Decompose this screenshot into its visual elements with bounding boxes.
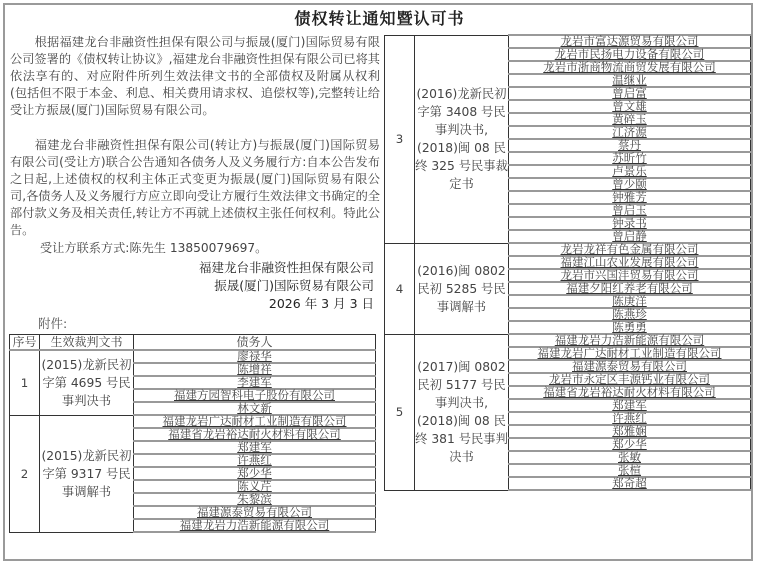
debtor-name: 郑少华 bbox=[134, 467, 376, 480]
judgment-document: (2017)闽 0802 民初 5177 号民事判决书,(2018)闽 08 民终 381 号民事判决书 bbox=[415, 334, 509, 490]
row-number: 5 bbox=[385, 334, 415, 490]
paragraph-text: 根据福建龙台非融资性担保有限公司与振晟(厦门)国际贸易有限公司签署的《债权转让协议》,福建龙台非融资性担保有限公司已将其依法享有的、对应附件所列生效法律文书的全部债权及附属从权利(包括但不限于本金、利息、相关费用请求权、追偿权等),完整转让给受让方振晟(厦门)国际贸易有限公司。 bbox=[10, 35, 380, 117]
debtor-name: 钟录书 bbox=[509, 217, 751, 230]
judgment-document: (2015)龙新民初字第 4695 号民事判决书 bbox=[40, 350, 134, 415]
debtor-name: 龙岩市富达源贸易有限公司 bbox=[509, 35, 751, 48]
debtor-name: 龙岩龙祥有色金属有限公司 bbox=[509, 243, 751, 256]
judgment-document: (2016)闽 0802 民初 5285 号民事调解书 bbox=[415, 243, 509, 334]
header-debtor: 债务人 bbox=[134, 335, 376, 351]
table-header-row bbox=[10, 335, 376, 351]
debtor-name: 蔡丹 bbox=[509, 139, 751, 152]
row-number: 3 bbox=[385, 35, 415, 243]
signature-transferor: 福建龙台非融资性担保有限公司 bbox=[198, 260, 374, 275]
debtor-name: 朱黎滨 bbox=[134, 493, 376, 506]
debtor-name: 曾少颐 bbox=[509, 178, 751, 191]
debtor-name: 龙岩市浙商物流商贸发展有限公司 bbox=[509, 61, 751, 74]
debtor-name: 福建龙岩力浩新能源有限公司 bbox=[134, 519, 376, 532]
row-number: 1 bbox=[10, 350, 40, 415]
signature-transferee: 振晟(厦门)国际贸易有限公司 bbox=[214, 278, 374, 293]
debtor-name: 龙岩市永定区丰源钙业有限公司 bbox=[509, 373, 751, 386]
debtor-name: 李建军 bbox=[134, 376, 376, 389]
debtor-name: 张敏 bbox=[509, 451, 751, 464]
debtor-name: 曾启静 bbox=[509, 230, 751, 243]
debtor-name: 福建源泰贸易有限公司 bbox=[509, 360, 751, 373]
debtor-name: 许燕红 bbox=[134, 454, 376, 467]
header-no: 序号 bbox=[10, 335, 40, 351]
header-document: 生效裁判文书 bbox=[40, 335, 134, 351]
debtor-name: 郑建军 bbox=[509, 399, 751, 412]
paragraph-notice bbox=[10, 137, 380, 239]
debtor-name: 张楦 bbox=[509, 464, 751, 477]
debt-table-right bbox=[384, 34, 751, 491]
debtor-name: 郑少华 bbox=[509, 438, 751, 451]
contact-info: 受让方联系方式:陈先生 13850079697。 bbox=[40, 241, 268, 255]
row-number: 2 bbox=[10, 415, 40, 532]
debtor-name: 福建江山农业发展有限公司 bbox=[509, 256, 751, 269]
debtor-name: 福建省龙岩裕达耐火材料有限公司 bbox=[509, 386, 751, 399]
paragraph-text: 福建龙台非融资性担保有限公司(转让方)与振晟(厦门)国际贸易有限公司(受让方)联合公告通知各债务人及义务履行方:自本公告发布之日起,上述债权的权利主体正式变更为振晟(厦门)国际贸易有限公司,各债务人及义务履行方应立即向受让方履行生效法律文书确定的全部付款义务及相关责任,转让方不再就上述债权主张任何权利。特此公告。 bbox=[10, 138, 380, 237]
debtor-name: 卢景乐 bbox=[509, 165, 751, 178]
debtor-name: 陈义芹 bbox=[134, 480, 376, 493]
table-row bbox=[10, 350, 376, 363]
debtor-name: 钟雅芳 bbox=[509, 191, 751, 204]
debtor-name: 曾文雄 bbox=[509, 100, 751, 113]
debtor-name: 福建龙岩力浩新能源有限公司 bbox=[509, 334, 751, 347]
debtor-name: 陈增祥 bbox=[134, 363, 376, 376]
debtor-name: 福建夕阳红养老有限公司 bbox=[509, 282, 751, 295]
debtor-name: 陈燕珍 bbox=[509, 308, 751, 321]
debtor-name: 苏昕竹 bbox=[509, 152, 751, 165]
debtor-name: 龙岩市兴国沣贸易有限公司 bbox=[509, 269, 751, 282]
debtor-name: 林文新 bbox=[134, 402, 376, 415]
annex-label: 附件: bbox=[38, 316, 68, 331]
debtor-name: 江济源 bbox=[509, 126, 751, 139]
debtor-name: 郑建军 bbox=[134, 441, 376, 454]
debtor-name: 郑雅娴 bbox=[509, 425, 751, 438]
debtor-name: 曾启富 bbox=[509, 87, 751, 100]
row-number: 4 bbox=[385, 243, 415, 334]
debtor-name: 陈勇勇 bbox=[509, 321, 751, 334]
debtor-name: 郑奇超 bbox=[509, 477, 751, 490]
debtor-name: 福建龙岩广达耐材工业制造有限公司 bbox=[509, 347, 751, 360]
debtor-name: 福建省龙岩裕达耐火材料有限公司 bbox=[134, 428, 376, 441]
judgment-document: (2015)龙新民初字第 9317 号民事调解书 bbox=[40, 415, 134, 532]
debtor-name: 福建源泰贸易有限公司 bbox=[134, 506, 376, 519]
debtor-name: 许燕红 bbox=[509, 412, 751, 425]
signature-date: 2026 年 3 月 3 日 bbox=[268, 296, 374, 311]
debt-table-left bbox=[9, 334, 376, 533]
document-title: 债权转让通知暨认可书 bbox=[294, 9, 465, 28]
paragraph-transfer bbox=[10, 34, 380, 119]
debtor-name: 曾启玉 bbox=[509, 204, 751, 217]
debtor-name: 龙岩市民扬电力设备有限公司 bbox=[509, 48, 751, 61]
debtor-name: 黄碎玉 bbox=[509, 113, 751, 126]
judgment-document: (2016)龙新民初字第 3408 号民事判决书,(2018)闽 08 民终 325 号民事裁定书 bbox=[415, 35, 509, 243]
debtor-name: 温继业 bbox=[509, 74, 751, 87]
debtor-name: 陈庚洋 bbox=[509, 295, 751, 308]
debtor-name: 福建龙岩广达耐材工业制造有限公司 bbox=[134, 415, 376, 428]
debtor-name: 福建方园智科电子股份有限公司 bbox=[134, 389, 376, 402]
debtor-name: 廖禄华 bbox=[134, 350, 376, 363]
